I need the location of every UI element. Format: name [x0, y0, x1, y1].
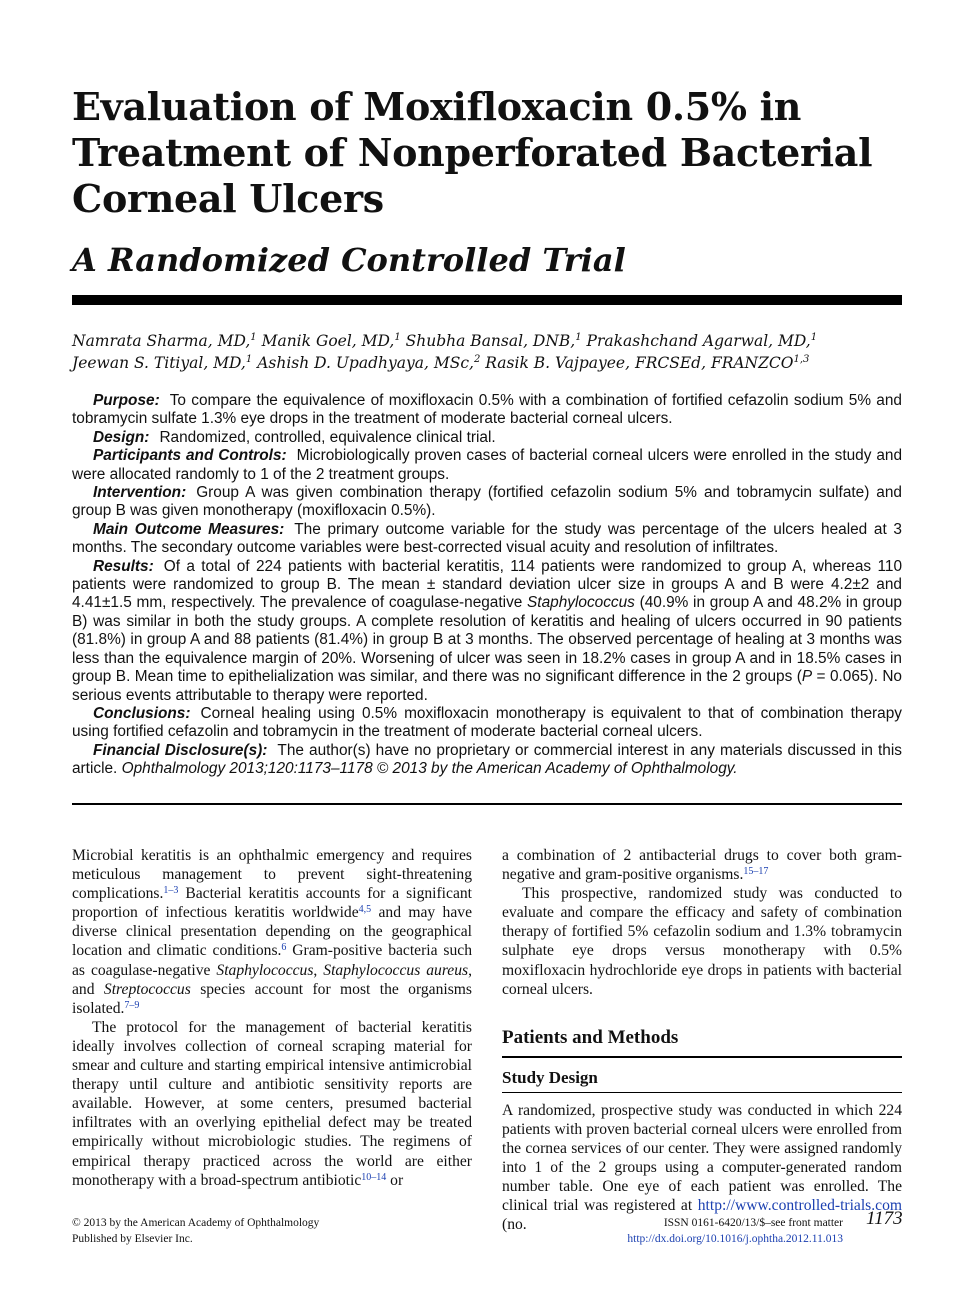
body-text: (no. — [502, 1216, 527, 1234]
body-column-left — [72, 846, 472, 1190]
body-text: species account for most the organisms isolated. — [72, 980, 472, 1017]
abstract-label: Participants and Controls: — [93, 447, 287, 465]
article-title: Evaluation of Moxifloxacin 0.5% in Treatment of Nonperforated Bacterial Corneal Ulcers — [72, 84, 873, 221]
body-text: The protocol for the management of bacterial keratitis ideally involves collection of corneal scraping material for smear and culture and starting empirical intensive antimicrobial therapy until culture and antibiotic sensitivity reports are available. However, at some centers, presumed bacterial infiltrates with an overlying epithelial defect may be treated empirically without microbiologic studies. The regimens of empirical therapy practiced across the world are either monotherapy with a broad-spectrum antibiotic — [72, 1018, 472, 1189]
reference-link[interactable]: 1–3 — [163, 885, 179, 897]
body-text: Gram-positive bacteria such as coagulase-negative — [72, 942, 472, 979]
issn-line: ISSN 0161-6420/13/$–see front matter — [663, 1217, 843, 1229]
species-name: Staphylococcus — [216, 961, 314, 979]
body-paragraph — [72, 1018, 472, 1190]
reference-link[interactable]: 15–17 — [743, 866, 769, 878]
abstract-text: Microbiologically proven cases of bacterial corneal ulcers were enrolled in the study and were allocated randomly to 1 of the 2 treatment groups. — [72, 447, 903, 483]
body-paragraph: This prospective, randomized study was conducted to evaluate and compare the efficacy and safety of combination therapy of fortified 5% cefazolin sodium and 1.3% tobramycin sulphate eye drops versus monotherapy with 0.5% moxifloxacin hydrochloride eye drops in patients with bacterial corneal ulcers. — [502, 885, 902, 998]
species-name: Staphylococcus aureus — [323, 961, 469, 979]
abstract-text: = 0.065). No serious events attributable to therapy were reported. — [72, 668, 902, 704]
abstract-text: The primary outcome variable for the study was percentage of the ulcers healed at 3 months. The secondary outcome variables were best-corrected visual acuity and resolution of infiltrates. — [72, 520, 902, 557]
abstract-rule — [72, 803, 902, 805]
abstract-italic-term: Staphylococcus — [527, 594, 635, 612]
abstract-conclusions — [72, 705, 902, 742]
abstract-label: Financial Disclosure(s): — [93, 741, 268, 759]
abstract-label: Results: — [93, 557, 154, 575]
body-text: A randomized, prospective study was conducted in which 224 patients with proven bacterial corneal ulcers were enrolled from the cornea services of our center. They were assigned randomly into 1 of the 2 groups using a computer-generated random number table. One eye of each patient was enrolled. The clinical trial was registered at — [502, 1101, 902, 1215]
author-name: Manik Goel, MD, — [261, 332, 395, 350]
abstract-text: Group A was given combination therapy (fortified cefazolin sodium 5% and tobramycin sulfate) and group B was given monotherapy (moxifloxacin 0.5%). — [72, 484, 902, 520]
journal-citation: Ophthalmology 2013;120:1173–1178 © 2013 by the American Academy of Ophthalmology. — [121, 760, 738, 778]
abstract-label: Design: — [93, 428, 150, 446]
page-number: 1173 — [866, 1208, 903, 1229]
abstract-results — [72, 558, 902, 705]
affiliation-marker: 2 — [473, 354, 481, 365]
section-heading: Patients and Methods — [502, 1026, 902, 1058]
affiliation-marker: 1 — [810, 332, 818, 343]
abstract — [72, 392, 902, 779]
abstract-disclosure — [72, 742, 902, 779]
affiliation-marker: 1 — [575, 332, 582, 343]
abstract-text: Corneal healing using 0.5% moxifloxacin monotherapy is equivalent to that of combination therapy using fortified cefazolin and tobramycin in the treatment of moderate bacterial corneal ulcers. — [72, 704, 902, 741]
footer-left — [72, 1215, 319, 1247]
abstract-italic-term: P — [801, 668, 813, 686]
body-text: and may have diverse clinical presentation depending on the geographical location and climatic conditions. — [72, 904, 472, 960]
abstract-label: Purpose: — [93, 392, 160, 409]
abstract-participants — [72, 447, 902, 484]
body-paragraph — [502, 846, 902, 884]
reference-link[interactable]: 10–14 — [361, 1171, 387, 1183]
abstract-text: Randomized, controlled, equivalence clinical trial. — [159, 428, 496, 446]
footer-right — [627, 1215, 843, 1247]
abstract-text: (40.9% in group A and 48.2% in group B) was similar in both the study groups. A complete resolution of keratitis and healing of ulcers occurred in 90 patients (81.8%) in group A and 88 patients (81.4%) in group B at 3 months. The observed percentage of healing at 3 months was less than the equivalence margin of 20%. Worsening of ulcer was seen in 18.2% cases in group A and in 18.5% cases in group B. Mean time to epithelialization was similar, and there was no significant difference in the 2 groups ( — [72, 594, 902, 686]
abstract-outcome — [72, 521, 902, 558]
abstract-design — [72, 429, 902, 447]
body-text: or — [386, 1171, 404, 1189]
trial-registry-link[interactable]: http://www.controlled-trials.com — [697, 1197, 902, 1215]
author-name: Ashish D. Upadhyaya, MSc, — [257, 354, 474, 372]
author-name: Namrata Sharma, MD, — [72, 332, 251, 350]
author-name: Prakashchand Agarwal, MD, — [586, 332, 811, 350]
abstract-label: Conclusions: — [93, 704, 191, 722]
reference-link[interactable]: 6 — [281, 942, 287, 954]
body-text: , and — [72, 961, 472, 998]
abstract-text: Of a total of 224 patients with bacterial keratitis, 114 patients were randomized to group A, whereas 110 patients were randomized to group B. The mean ± standard deviation ulcer size in groups A and B were 4.2±2 and 4.41±1.5 mm, respectively. The prevalence of coagulase-negative — [72, 557, 902, 612]
subsection-heading: Study Design — [502, 1067, 902, 1093]
body-paragraph — [72, 846, 472, 1018]
body-text: Bacterial keratitis accounts for a significant proportion of infectious keratitis worldwide — [72, 885, 472, 922]
article-subtitle: A Randomized Controlled Trial — [72, 241, 626, 279]
copyright-line: © 2013 by the American Academy of Ophthalmology — [72, 1217, 320, 1229]
publisher-line: Published by Elsevier Inc. — [72, 1233, 193, 1245]
author-name: Shubha Bansal, DNB, — [405, 332, 576, 350]
author-name: Jeewan S. Titiyal, MD, — [72, 354, 246, 372]
reference-link[interactable]: 4,5 — [358, 904, 372, 916]
body-text: a combination of 2 antibacterial drugs to cover both gram-negative and gram-positive organisms. — [502, 847, 902, 884]
author-name: Rasik B. Vajpayee, FRCSEd, FRANZCO — [485, 354, 794, 372]
affiliation-marker: 1 — [245, 354, 253, 365]
abstract-intervention — [72, 484, 902, 521]
abstract-purpose — [72, 392, 902, 429]
reference-link[interactable]: 7–9 — [124, 999, 140, 1011]
doi-link[interactable]: http://dx.doi.org/10.1016/j.ophtha.2012.11.013 — [627, 1233, 843, 1245]
title-rule — [72, 295, 902, 305]
affiliation-marker: 1,3 — [793, 354, 810, 365]
abstract-text: The author(s) have no proprietary or commercial interest in any materials discussed in this article. — [72, 741, 902, 778]
author-line-1 — [72, 330, 902, 352]
species-name: Streptococcus — [103, 980, 191, 998]
body-text: Microbial keratitis is an ophthalmic emergency and requires meticulous management to prevent sight-threatening complications. — [72, 847, 472, 903]
body-text: , — [313, 961, 324, 979]
affiliation-marker: 1 — [250, 332, 257, 343]
affiliation-marker: 1 — [394, 332, 401, 343]
abstract-text: To compare the equivalence of moxifloxacin 0.5% with a combination of fortified cefazolin sodium 5% and tobramycin sulfate 1.3% eye drops in the treatment of moderate bacterial corneal ulcers. — [72, 392, 902, 428]
author-line-2 — [72, 352, 902, 374]
abstract-label: Intervention: — [93, 484, 187, 502]
author-list — [72, 330, 902, 374]
body-column-right — [502, 846, 902, 1234]
abstract-label: Main Outcome Measures: — [93, 520, 285, 538]
